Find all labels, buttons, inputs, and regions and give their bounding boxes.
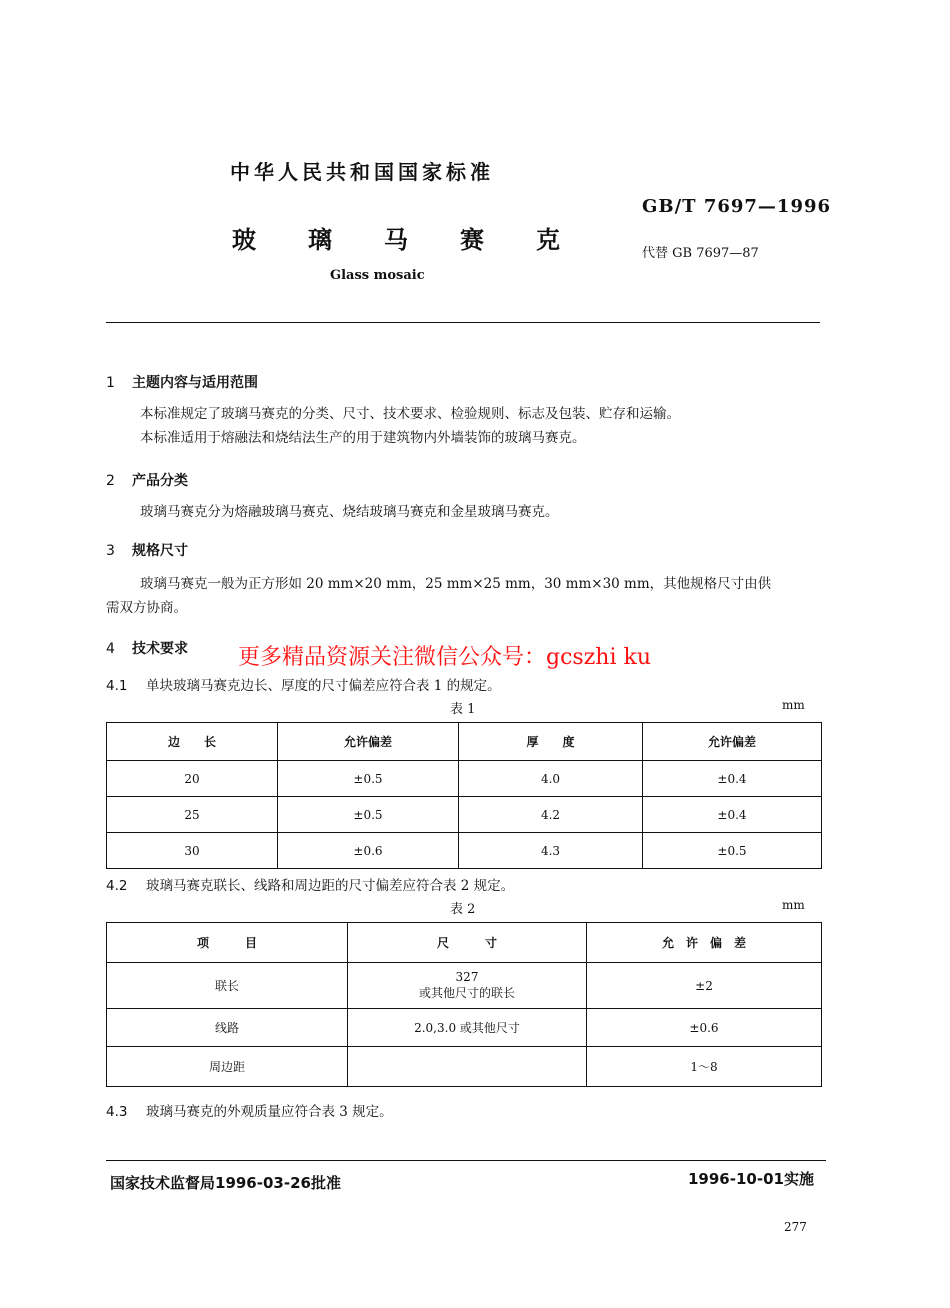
clause-text: 单块玻璃马赛克边长、厚度的尺寸偏差应符合表 1 的规定。 — [146, 678, 501, 694]
section-number: 2 — [106, 473, 115, 489]
table-header-cell: 项 目 — [107, 923, 348, 963]
clause-text: 玻璃马赛克的外观质量应符合表 3 规定。 — [146, 1104, 393, 1120]
standard-title: 中华人民共和国国家标准 — [230, 160, 494, 184]
table-cell: 周边距 — [107, 1047, 348, 1087]
section-title: 主题内容与适用范围 — [132, 375, 258, 391]
table-row — [107, 1009, 822, 1047]
table-row — [107, 761, 822, 797]
clause-number: 4.1 — [106, 678, 128, 694]
table-cell: ±2 — [587, 963, 822, 1009]
table-cell: 25 — [107, 797, 278, 833]
table-cell: 4.0 — [459, 761, 643, 797]
watermark-text: 更多精品资源关注微信公众号：gcszhi ku — [238, 645, 651, 670]
table-cell: 4.3 — [459, 833, 643, 869]
table-1-unit: mm — [782, 698, 805, 712]
table-cell: ±0.6 — [587, 1009, 822, 1047]
page-number: 277 — [784, 1220, 807, 1234]
section-1-para-1: 本标准规定了玻璃马赛克的分类、尺寸、技术要求、检验规则、标志及包装、贮存和运输。 — [140, 406, 680, 422]
clause-number: 4.2 — [106, 878, 128, 894]
clause-text: 玻璃马赛克联长、线路和周边距的尺寸偏差应符合表 2 规定。 — [146, 878, 515, 894]
table-cell: ±0.6 — [278, 833, 459, 869]
table-cell: ±0.5 — [643, 833, 822, 869]
table-cell — [348, 1047, 587, 1087]
table-cell: ±0.5 — [278, 797, 459, 833]
table-cell: 1～8 — [587, 1047, 822, 1087]
table-cell: 20 — [107, 761, 278, 797]
section-2-para-1: 玻璃马赛克分为熔融玻璃马赛克、烧结玻璃马赛克和金星玻璃马赛克。 — [140, 504, 559, 520]
table-header-row — [107, 723, 822, 761]
table-header-cell: 边 长 — [107, 723, 278, 761]
table-header-cell: 允许偏差 — [643, 723, 822, 761]
replaces-note: 代替 GB 7697—87 — [642, 246, 759, 261]
document-title-english: Glass mosaic — [330, 268, 425, 283]
table-cell: ±0.4 — [643, 761, 822, 797]
clause-4-1 — [106, 672, 501, 700]
table-header-cell: 尺 寸 — [348, 923, 587, 963]
section-title: 产品分类 — [132, 473, 188, 489]
table-header-cell: 允 许 偏 差 — [587, 923, 822, 963]
table-cell: 2.0,3.0 或其他尺寸 — [348, 1009, 587, 1047]
table-cell — [348, 963, 587, 1009]
table-cell-line: 或其他尺寸的联长 — [418, 986, 515, 1000]
table-row — [107, 797, 822, 833]
section-number: 1 — [106, 375, 115, 391]
footer-divider — [106, 1160, 826, 1161]
table-cell: 4.2 — [459, 797, 643, 833]
table-cell-line: 327 — [455, 970, 479, 984]
clause-4-2 — [106, 872, 514, 900]
clause-4-3 — [106, 1098, 393, 1126]
table-cell: 联长 — [107, 963, 348, 1009]
table-1-caption: 表 1 — [450, 702, 476, 717]
table-cell: 30 — [107, 833, 278, 869]
approval-date: 国家技术监督局1996-03-26批准 — [110, 1174, 341, 1192]
table-cell: 线路 — [107, 1009, 348, 1047]
section-title: 规格尺寸 — [132, 543, 188, 559]
table-header-cell: 允许偏差 — [278, 723, 459, 761]
table-cell: ±0.5 — [278, 761, 459, 797]
table-row — [107, 1047, 822, 1087]
section-3-para-1: 玻璃马赛克一般为正方形如 20 mm×20 mm，25 mm×25 mm，30 mm×30 mm，其他规格尺寸由供 — [140, 576, 772, 592]
section-3-heading — [106, 540, 188, 560]
standard-code: GB/T 7697—1996 — [642, 196, 832, 217]
table-row — [107, 963, 822, 1009]
table-1 — [106, 722, 822, 869]
section-4-heading — [106, 638, 188, 658]
section-1-heading — [106, 372, 258, 392]
document-title: 玻璃马赛克 — [232, 226, 612, 254]
implementation-date: 1996-10-01实施 — [688, 1170, 814, 1188]
table-2-caption: 表 2 — [450, 902, 476, 917]
clause-number: 4.3 — [106, 1104, 128, 1120]
table-2-unit: mm — [782, 898, 805, 912]
section-3-para-2: 需双方协商。 — [106, 600, 187, 616]
section-1-para-2: 本标准适用于熔融法和烧结法生产的用于建筑物内外墙装饰的玻璃马赛克。 — [140, 430, 586, 446]
table-2 — [106, 922, 822, 1087]
table-header-cell: 厚 度 — [459, 723, 643, 761]
table-row — [107, 833, 822, 869]
table-cell: ±0.4 — [643, 797, 822, 833]
table-header-row — [107, 923, 822, 963]
section-number: 3 — [106, 543, 115, 559]
section-title: 技术要求 — [132, 641, 188, 657]
section-number: 4 — [106, 641, 115, 657]
header-divider — [106, 322, 820, 323]
section-2-heading — [106, 470, 188, 490]
